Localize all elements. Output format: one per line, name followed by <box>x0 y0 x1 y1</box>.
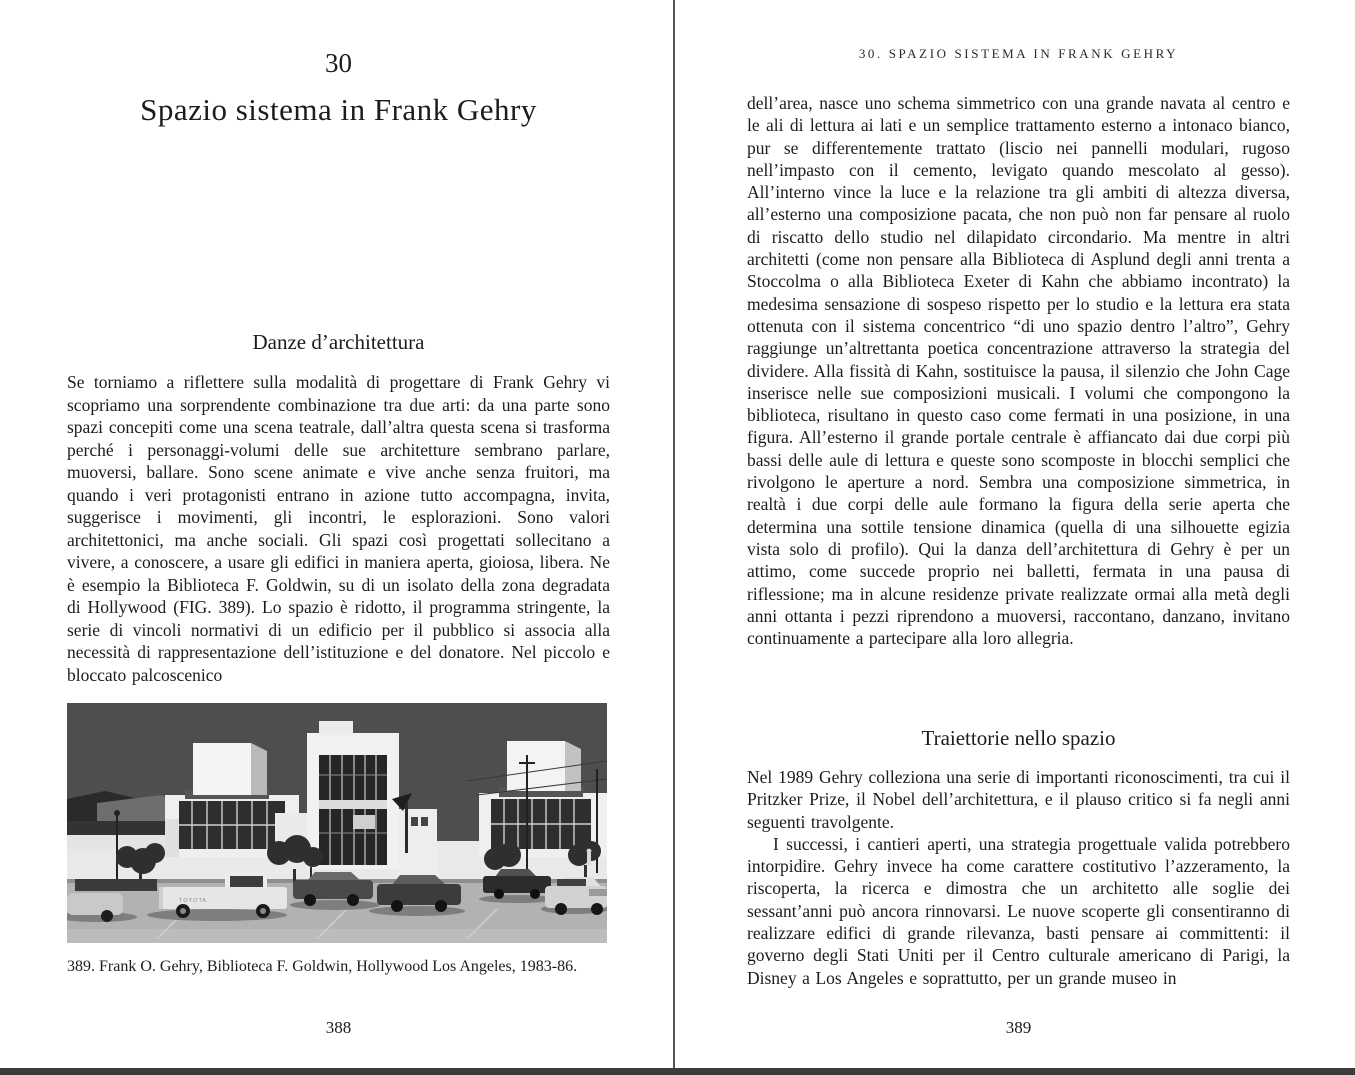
section-heading-traiettorie: Traiettorie nello spazio <box>921 726 1116 750</box>
body-text-right-1: dell’area, nasce uno schema simmetrico con una grande navata al centro e le ali di lettura ai lati e un semplice trattamento esterno a intonaco bianco, pur se differentemente trattato (liscio nei pannelli modulari, rugoso nell’impasto con il cemento, levigato quando mescolato al gesso). All’interno vince la luce e la relazione tra gli ambiti di altezza diversa, all’esterno una composizione pacata, che non può non far pensare al ruolo di riscatto dello studio nel dilapidato circondario. Ma mentre in altri architetti (come non pensare alla Biblioteca di Asplund degli anni trenta a Stoccolma o alla Biblioteca Exeter di Kahn che abbiamo incontrato) la medesima sensazione di sospeso rispetto per lo studio e la lettura era stata ottenuta con il sistema concentrico “di uno spazio dentro l’altro”, Gehry raggiunge un’altrettanta poetica concentrazione attraverso la strategia del dividere. Alla fissità di Kahn, sostituisce la pausa, il silenzio che John Cage inserisce nelle sue composizioni musicali. I volumi che compongono la biblioteca, risultano in questo caso come fermati in una posizione, in una figura. All’esterno il grande portale centrale è affiancato dai due corpi più bassi delle aule di lettura e queste sono scomposte in blocchi semplici che rivolgono le aperture a nord. Sembra una composizione simmetrica, in realtà i due corpi delle aule formano la figura della serie aperta che determina una sottile tensione dinamica (quella di una silhouette egizia vista solo di profilo). Qui la danza dell’architettura di Gehry è per un attimo, come succede proprio nei balletti, fermata in una pausa di riflessione; ma in alcune residenze private realizzate ormai alla metà degli anni ottanta i pezzi riprendono a muoversi, raccontano, danzano, invitano continuamente a partecipare alla loro allegria. <box>747 93 1290 649</box>
truck-toyota-label: TOYOTA <box>179 898 208 904</box>
body-text-right-2 <box>747 766 1290 989</box>
page-number-right: 389 <box>1005 1018 1032 1037</box>
page-gutter-line <box>673 0 675 1075</box>
chapter-title: Spazio sistema in Frank Gehry <box>140 92 537 127</box>
figure-caption: 389. Frank O. Gehry, Biblioteca F. Goldwin, Hollywood Los Angeles, 1983-86. <box>67 958 578 975</box>
paragraph-riconoscimenti: Nel 1989 Gehry colleziona una serie di importanti riconoscimenti, tra cui il Pritzker Prize, il Nobel dell’architettura, e il plauso critico si fa negli anni seguenti travolgente. <box>747 767 1290 832</box>
paragraph-successi: I successi, i cantieri aperti, una strategia progettuale valida potrebbero intorpidire. Gehry invece ha come carattere costitutivo l’azzeramento, la riscoperta, la ricerca e dimostra che un architetto alle soglie dei sessant’anni può ancora rinnovarsi. Le nuove scoperte gli consentiranno di realizzare edifici di grande rilevanza, basti pensare ai committenti: il governo degli Stati Uniti per il Centro culturale americano di Parigi, la Disney a Los Angeles e soprattutto, per un grande museo in <box>747 833 1290 988</box>
page-right <box>747 0 1290 1075</box>
page-left <box>67 0 610 1075</box>
scan-bottom-bar <box>0 1068 1355 1075</box>
figure-photo <box>67 703 607 943</box>
page-number-left: 388 <box>325 1018 352 1037</box>
body-text-left: Se torniamo a riflettere sulla modalità di progettare di Frank Gehry vi scopriamo una sorprendente combinazione tra due arti: da una parte sono spazi concepiti come una scena teatrale, dall’altra questa scena si trasforma perché i personaggi-volumi delle sue architetture sembrano parlare, muoversi, ballare. Sono scene animate e vive anche senza fruitori, ma quando i veri protagonisti entrano in azione tutto accompagna, invita, suggerisce i movimenti, gli incontri, le esplorazioni. Sono valori architettonici, ma anche sociali. Gli spazi così progettati sollecitano a vivere, a conoscere, a usare gli edifici in maniera aperta, gioiosa, libera. Ne è esempio la Biblioteca F. Goldwin, su di un isolato della zona degradata di Hollywood (FIG. 389). Lo spazio è ridotto, il programma stringente, la serie di vincoli normativi di un edificio per il pubblico si associa alla necessità di rappresentazione dell’istituzione e del donatore. Nel piccolo e bloccato palcoscenico <box>67 372 610 685</box>
running-header: 30. SPAZIO SISTEMA IN FRANK GEHRY <box>858 46 1179 61</box>
chapter-number: 30 <box>325 48 352 78</box>
goldwin-library-photo <box>67 703 607 943</box>
section-heading-danze: Danze d’architettura <box>252 330 425 354</box>
